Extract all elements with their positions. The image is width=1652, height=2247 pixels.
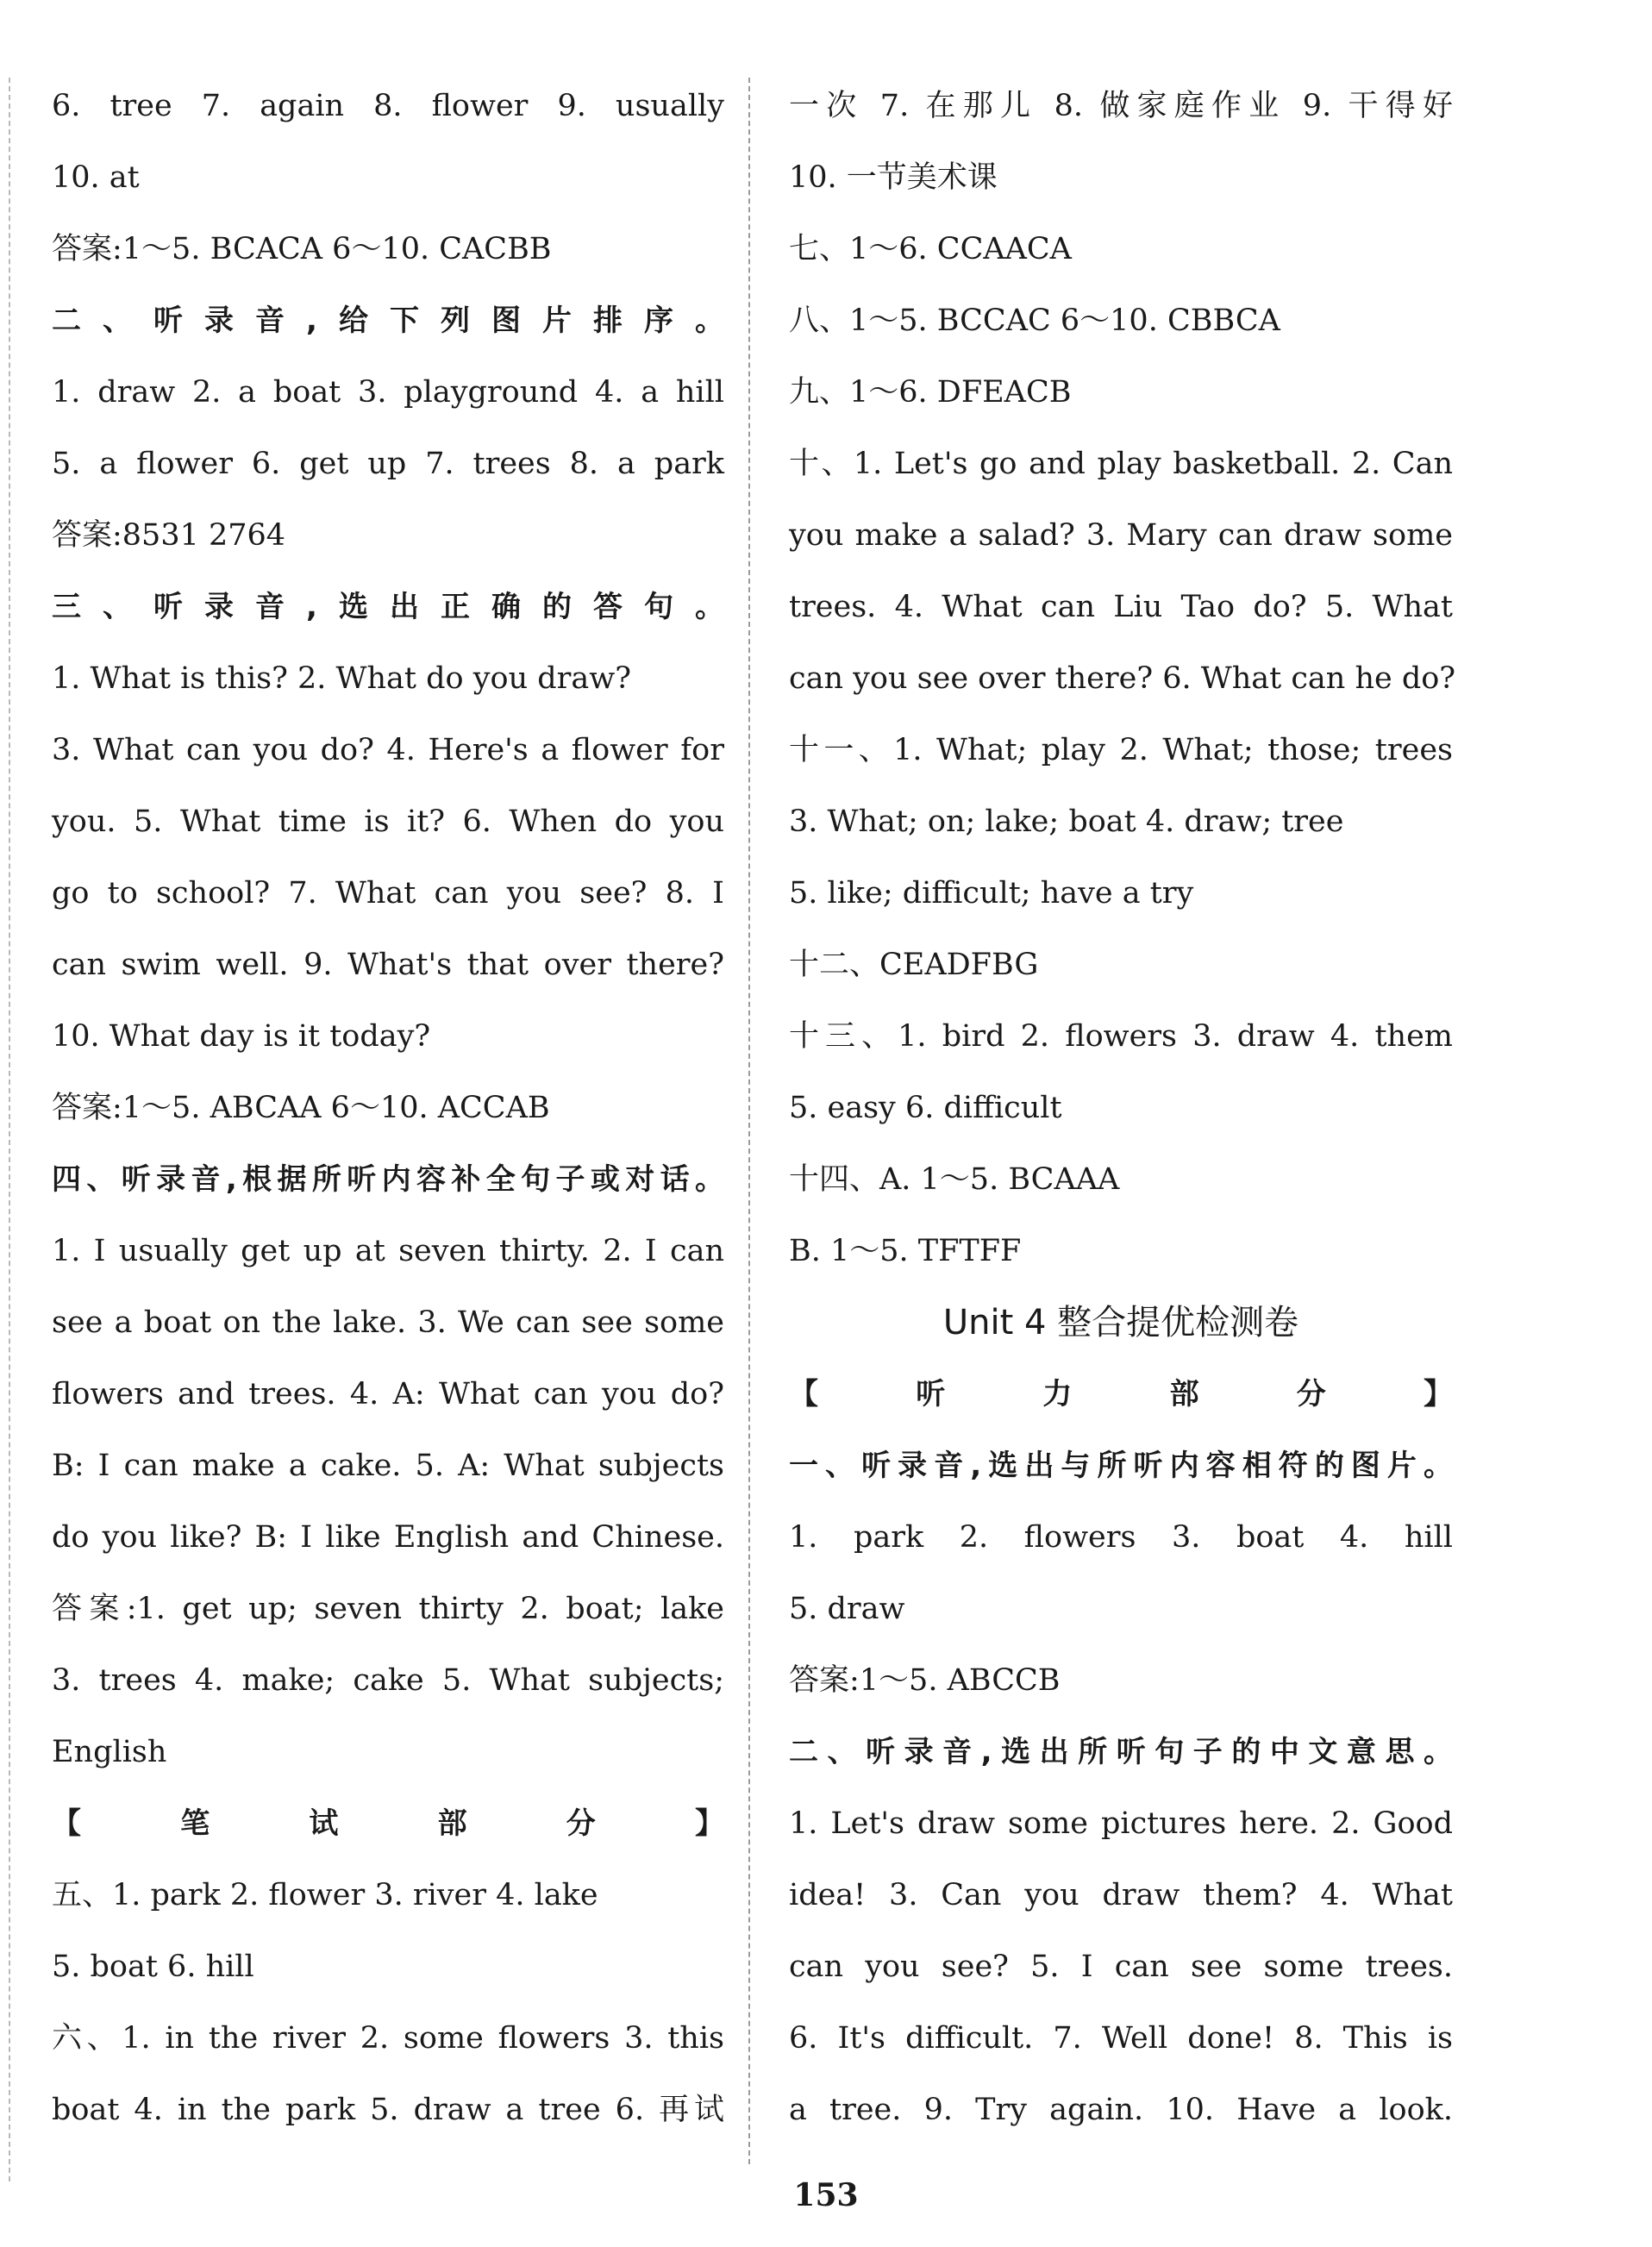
left-column-line: English bbox=[52, 1735, 167, 1769]
right-column-line: 十二、CEADFBG bbox=[789, 948, 1039, 982]
left-column-line: 10. at bbox=[52, 160, 140, 195]
right-column-line: 3. What; on; lake; boat 4. draw; tree bbox=[789, 804, 1344, 839]
right-column-line: can you see over there? 6. What can he do? bbox=[789, 661, 1456, 696]
left-column-line: 二、听录音,给下列图片排序。 bbox=[52, 304, 724, 338]
left-column-line: 三、听录音,选出正确的答句。 bbox=[52, 590, 724, 624]
left-column-line: 六、1. in the river 2. some flowers 3. this bbox=[52, 2021, 724, 2056]
right-column-line: 十一、1. What; play 2. What; those; trees bbox=[789, 733, 1453, 767]
right-column-line: 一次 7. 在那儿 8. 做家庭作业 9. 干得好 bbox=[789, 89, 1453, 123]
left-column-line: 3. trees 4. make; cake 5. What subjects; bbox=[52, 1663, 724, 1698]
left-column-line: 【笔试部分】 bbox=[52, 1806, 724, 1841]
page-number: 153 bbox=[793, 2177, 859, 2213]
right-column-line: 1. Let's draw some pictures here. 2. Good bbox=[789, 1806, 1453, 1841]
right-column-line: Unit 4 整合提优检测卷 bbox=[942, 1303, 1299, 1343]
left-column-line: 3. What can you do? 4. Here's a flower for bbox=[52, 733, 724, 767]
right-column bbox=[789, 76, 1456, 2151]
right-column-line: idea! 3. Can you draw them? 4. What bbox=[789, 1878, 1453, 1912]
left-column-line: 5. boat 6. hill bbox=[52, 1950, 254, 1984]
right-column-line: 5. easy 6. difficult bbox=[789, 1091, 1062, 1125]
right-column-line: a tree. 9. Try again. 10. Have a look. bbox=[789, 2093, 1453, 2127]
left-column-line: 答案:1～5. BCACA 6～10. CACBB bbox=[52, 232, 552, 266]
right-column-line: 二、听录音,选出所听句子的中文意思。 bbox=[789, 1735, 1453, 1769]
right-column-line: 十四、A. 1～5. BCAAA bbox=[789, 1162, 1120, 1197]
right-column-line: you make a salad? 3. Mary can draw some bbox=[789, 518, 1453, 553]
left-column-line: B: I can make a cake. 5. A: What subjects bbox=[52, 1449, 724, 1483]
left-column-line: 5. a flower 6. get up 7. trees 8. a park bbox=[52, 447, 724, 481]
left-column-line: see a boat on the lake. 3. We can see some bbox=[52, 1305, 724, 1340]
left-column-line: 四、听录音,根据所听内容补全句子或对话。 bbox=[52, 1162, 724, 1197]
left-column-line: flowers and trees. 4. A: What can you do? bbox=[52, 1377, 724, 1411]
left-column-line: 1. draw 2. a boat 3. playground 4. a hill bbox=[52, 375, 724, 410]
right-column-line: 八、1～5. BCCAC 6～10. CBBCA bbox=[789, 304, 1280, 338]
left-column-line: 答案:1～5. ABCAA 6～10. ACCAB bbox=[52, 1091, 550, 1125]
left-column-line: do you like? B: I like English and Chinese. bbox=[52, 1520, 724, 1555]
right-column-line: 七、1～6. CCAACA bbox=[789, 232, 1072, 266]
right-column-line: 一、听录音,选出与所听内容相符的图片。 bbox=[789, 1449, 1453, 1483]
left-column-line: 答案:1. get up; seven thirty 2. boat; lake bbox=[52, 1592, 724, 1626]
right-column-line: 1. park 2. flowers 3. boat 4. hill bbox=[789, 1520, 1453, 1555]
left-column-line: 10. What day is it today? bbox=[52, 1019, 431, 1054]
column-divider bbox=[748, 78, 750, 2164]
page-edge-line bbox=[9, 78, 10, 2181]
right-column-line: 5. draw bbox=[789, 1592, 905, 1626]
left-column-line: 1. I usually get up at seven thirty. 2. I can bbox=[52, 1234, 724, 1268]
left-column-line: 6. tree 7. again 8. flower 9. usually bbox=[52, 89, 724, 123]
right-column-line: 九、1～6. DFEACB bbox=[789, 375, 1072, 410]
right-column-line: B. 1～5. TFTFF bbox=[789, 1234, 1022, 1268]
left-column-line: you. 5. What time is it? 6. When do you bbox=[52, 804, 724, 839]
left-column-line: can swim well. 9. What's that over there? bbox=[52, 948, 724, 982]
right-column-line: 十、1. Let's go and play basketball. 2. Can bbox=[789, 447, 1453, 481]
left-column-line: 五、1. park 2. flower 3. river 4. lake bbox=[52, 1878, 598, 1912]
right-column-line: trees. 4. What can Liu Tao do? 5. What bbox=[789, 590, 1453, 624]
right-column-line: 10. 一节美术课 bbox=[789, 160, 998, 195]
right-column-line: 5. like; difficult; have a try bbox=[789, 876, 1194, 911]
right-column-line: 【听力部分】 bbox=[789, 1377, 1453, 1411]
right-column-line: 十三、1. bird 2. flowers 3. draw 4. them bbox=[789, 1019, 1453, 1054]
right-column-line: 答案:1～5. ABCCB bbox=[789, 1663, 1061, 1698]
right-column-line: can you see? 5. I can see some trees. bbox=[789, 1950, 1453, 1984]
left-column-line: 1. What is this? 2. What do you draw? bbox=[52, 661, 631, 696]
left-column-line: 答案:8531 2764 bbox=[52, 518, 286, 553]
left-column bbox=[52, 76, 724, 2151]
right-column-line: 6. It's difficult. 7. Well done! 8. This is bbox=[789, 2021, 1453, 2056]
left-column-line: boat 4. in the park 5. draw a tree 6. 再试 bbox=[52, 2093, 724, 2127]
left-column-line: go to school? 7. What can you see? 8. I bbox=[52, 876, 724, 911]
